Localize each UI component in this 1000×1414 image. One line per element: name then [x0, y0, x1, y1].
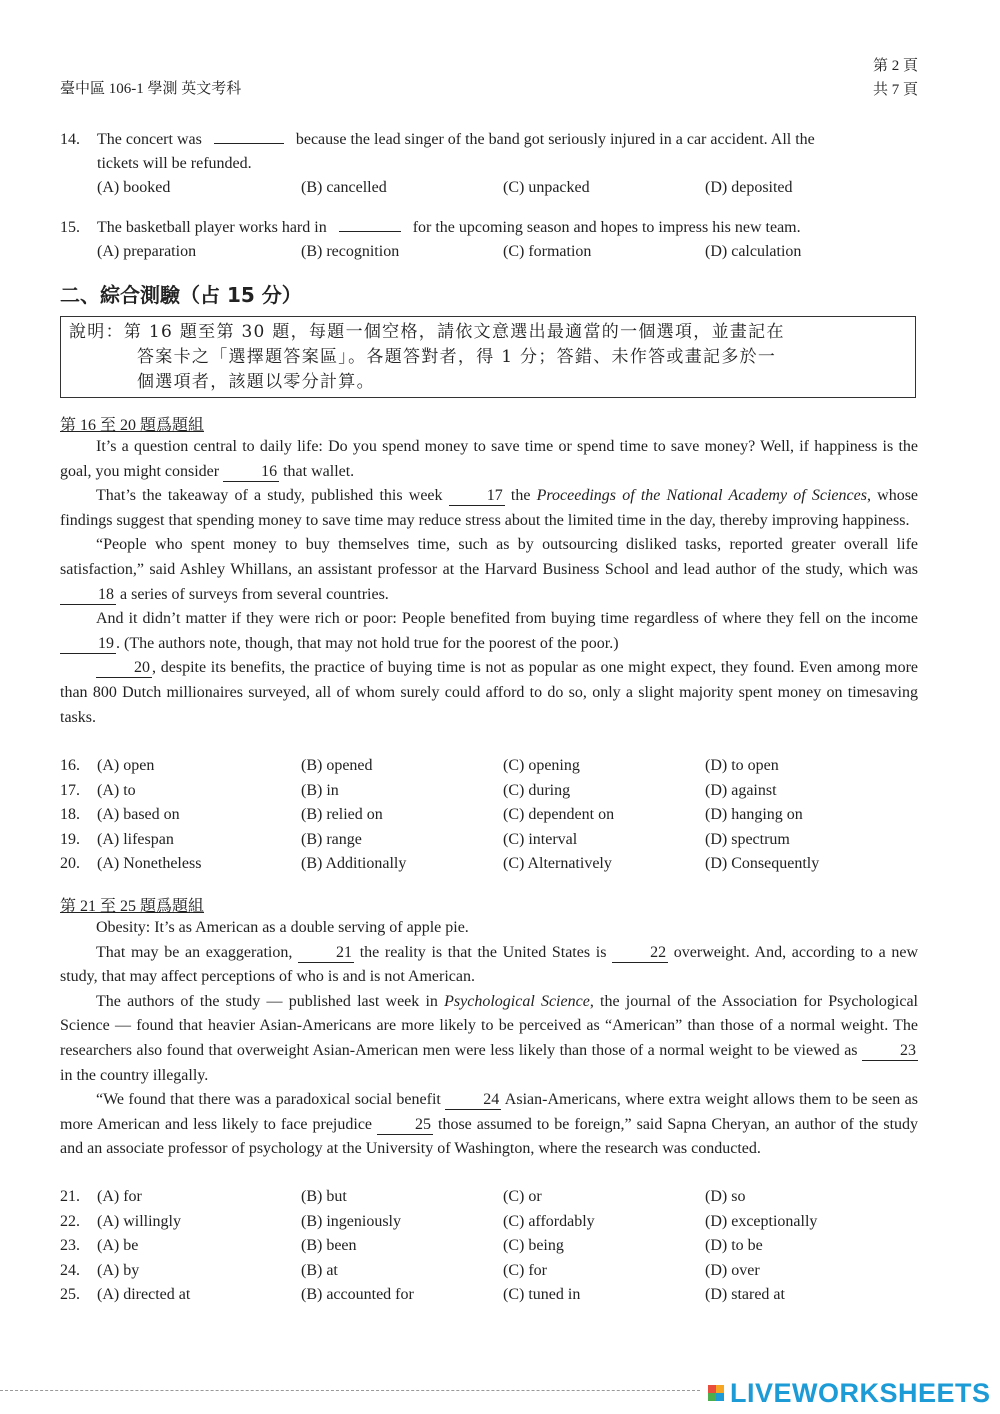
- option-b[interactable]: (B) Additionally: [301, 855, 407, 873]
- question-number: 14.: [60, 131, 80, 148]
- option-d[interactable]: (D) to be: [705, 1237, 763, 1255]
- option-d[interactable]: (D) deposited: [705, 179, 793, 196]
- option-d[interactable]: (D) to open: [705, 757, 779, 774]
- option-d[interactable]: (D) over: [705, 1261, 760, 1279]
- instructions-line-1: 說明：第 16 題至第 30 題，每題一個空格，請依文意選出最適當的一個選項，並畫記在: [69, 322, 785, 342]
- question-number: 15.: [60, 219, 80, 236]
- option-a[interactable]: (A) be: [97, 1237, 139, 1255]
- options-row-23: [60, 1234, 920, 1259]
- option-number: 20.: [60, 855, 80, 873]
- page-number: 第 2 頁: [872, 58, 918, 74]
- option-a[interactable]: (A) for: [97, 1188, 142, 1205]
- group-title-21-25: 第 21 至 25 題爲題組: [60, 898, 205, 915]
- option-number: 23.: [60, 1237, 80, 1255]
- answer-blank-14[interactable]: [214, 143, 284, 144]
- option-c[interactable]: (C) interval: [503, 830, 578, 848]
- paragraph: The authors of the study — published last week in Psychological Science, the journal of the Association for Psychological Science — found that heavier Asian-Americans are more likely to be perceived as “American” than those of a normal weight. The researchers also found that overweight Asian-American men were less likely than those of a normal weight to be viewed as 23 in the country illegally.: [60, 992, 919, 1084]
- answer-blank-25[interactable]: 25: [377, 1116, 433, 1135]
- paragraph: And it didn’t matter if they were rich or poor: People benefited from buying time regardless of where they fell on the income 19 . (The authors note, though, that may not hold true for the poorest of the poor.): [60, 607, 918, 656]
- paragraph: “We found that there was a paradoxical social benefit 24 Asian-Americans, where extra weight allows them to be seen as more American and less likely to face prejudice 25 those assumed to be foreign,” said Sapna Cheryan, an author of the study and an associate professor of psychology at the University of Washington, where the research was conducted.: [60, 1091, 919, 1158]
- option-d[interactable]: (D) hanging on: [705, 806, 803, 824]
- option-b[interactable]: (B) cancelled: [301, 179, 387, 196]
- option-d[interactable]: (D) exceptionally: [705, 1212, 818, 1230]
- option-b[interactable]: (B) at: [301, 1261, 338, 1279]
- logo-text: LIVEWORKSHEETS: [730, 1377, 991, 1408]
- answer-blank-20[interactable]: 20: [96, 659, 152, 678]
- option-a[interactable]: (A) based on: [97, 806, 180, 824]
- option-a[interactable]: (A) Nonetheless: [97, 855, 202, 873]
- option-a[interactable]: (A) preparation: [97, 243, 197, 260]
- instructions-box: [60, 316, 916, 398]
- logo-mark-icon: [708, 1385, 724, 1401]
- question-14-options: [60, 176, 920, 201]
- option-b[interactable]: (B) range: [301, 830, 362, 848]
- option-d[interactable]: (D) against: [705, 781, 777, 799]
- paragraph: It’s a question central to daily life: Do you spend money to save time or spend time to save money? Well, if happiness is the goal, you might consider 16 that wallet.: [60, 438, 918, 480]
- options-row-22: [60, 1210, 920, 1235]
- options-row-25: [60, 1283, 920, 1308]
- options-row-24: [60, 1259, 920, 1284]
- option-c[interactable]: (C) tuned in: [503, 1286, 581, 1304]
- option-number: 17.: [60, 781, 80, 799]
- option-d[interactable]: (D) stared at: [705, 1286, 785, 1304]
- answer-blank-18[interactable]: 18: [60, 586, 116, 605]
- option-a[interactable]: (A) lifespan: [97, 830, 174, 848]
- option-d[interactable]: (D) Consequently: [705, 855, 820, 873]
- option-a[interactable]: (A) directed at: [97, 1286, 191, 1304]
- option-c[interactable]: (C) dependent on: [503, 806, 615, 824]
- option-number: 21.: [60, 1188, 80, 1205]
- passage-21-25: [60, 916, 918, 1162]
- option-d[interactable]: (D) so: [705, 1188, 746, 1205]
- option-c[interactable]: (C) opening: [503, 757, 580, 774]
- option-c[interactable]: (C) being: [503, 1237, 564, 1255]
- question-text: because the lead singer of the band got seriously injured in a car accident. All the: [295, 131, 815, 148]
- option-b[interactable]: (B) recognition: [301, 243, 400, 260]
- option-b[interactable]: (B) in: [301, 781, 339, 799]
- option-c[interactable]: (C) Alternatively: [503, 855, 612, 873]
- option-number: 22.: [60, 1212, 80, 1230]
- option-c[interactable]: (C) during: [503, 781, 571, 799]
- option-number: 25.: [60, 1286, 80, 1304]
- paragraph: That may be an exaggeration, 21 the reality is that the United States is 22 overweight. And, according to a new study, that may affect perceptions of who is and is not American.: [60, 943, 919, 986]
- question-text: The basketball player works hard in: [97, 219, 327, 236]
- journal-name: Proceedings of the National Academy of Sciences: [536, 487, 867, 505]
- option-a[interactable]: (A) to: [97, 781, 136, 799]
- paragraph: 20 , despite its benefits, the practice of buying time is not as popular as one might expect, they found. Even among more than 800 Dutch millionaires surveyed, all of whom surely could afford to do so, only a slight majority spent money on timesaving tasks.: [60, 659, 918, 726]
- group-title-16-20: 第 16 至 20 題爲題組: [60, 417, 205, 434]
- instructions-line-3: 個選項者，該題以零分計算。: [137, 372, 375, 392]
- option-d[interactable]: (D) calculation: [705, 243, 802, 260]
- question-15-options: [60, 240, 920, 265]
- options-row-21: [60, 1185, 920, 1210]
- option-a[interactable]: (A) willingly: [97, 1212, 181, 1230]
- option-c[interactable]: (C) or: [503, 1188, 542, 1205]
- answer-blank-17[interactable]: 17: [449, 487, 505, 506]
- journal-name: Psychological Science: [444, 992, 590, 1010]
- answer-blank-15[interactable]: [339, 231, 401, 232]
- question-14-continued: tickets will be refunded.: [97, 155, 252, 172]
- answer-blank-23[interactable]: 23: [862, 1042, 918, 1061]
- instructions-line-2: 答案卡之「選擇題答案區」。各題答對者，得 1 分；答錯、未作答或畫記多於一: [137, 347, 777, 367]
- answer-blank-24[interactable]: 24: [445, 1091, 501, 1110]
- exam-header-title: 臺中區 106-1 學測 英文考科: [60, 81, 242, 97]
- section-title: 二、綜合測驗（占 15 分）: [60, 283, 302, 307]
- answer-blank-22[interactable]: 22: [612, 944, 668, 963]
- option-number: 24.: [60, 1261, 80, 1279]
- option-d[interactable]: (D) spectrum: [705, 830, 790, 848]
- option-c[interactable]: (C) for: [503, 1261, 547, 1279]
- options-row-18: [60, 803, 920, 828]
- question-text: for the upcoming season and hopes to impress his new team.: [412, 219, 801, 236]
- option-number: 19.: [60, 830, 80, 848]
- option-b[interactable]: (B) relied on: [301, 806, 383, 824]
- option-b[interactable]: (B) but: [301, 1188, 347, 1205]
- option-a[interactable]: (A) by: [97, 1261, 140, 1279]
- option-a[interactable]: (A) open: [97, 757, 155, 774]
- option-b[interactable]: (B) opened: [301, 757, 373, 774]
- option-c[interactable]: (C) formation: [503, 243, 592, 260]
- option-number: 16.: [60, 757, 80, 774]
- options-row-16: [60, 754, 920, 779]
- paragraph: That’s the takeaway of a study, published this week 17 the Proceedings of the National Academy of Sciences, whose findings suggest that spending money to save time may reduce stress about the limited time in the day, thereby improving happiness.: [60, 487, 919, 529]
- options-row-19: [60, 828, 920, 853]
- question-text: The concert was: [97, 131, 202, 148]
- question-14: [60, 128, 920, 153]
- answer-blank-21[interactable]: 21: [298, 944, 354, 963]
- option-b[interactable]: (B) accounted for: [301, 1286, 414, 1304]
- option-c[interactable]: (C) affordably: [503, 1212, 595, 1230]
- page-total: 共 7 頁: [872, 82, 918, 98]
- answer-blank-19[interactable]: 19: [60, 635, 116, 654]
- option-b[interactable]: (B) ingeniously: [301, 1212, 401, 1230]
- option-number: 18.: [60, 806, 80, 824]
- liveworksheets-logo[interactable]: [708, 1378, 991, 1408]
- answer-blank-16[interactable]: 16: [223, 463, 279, 482]
- options-row-17: [60, 779, 920, 804]
- question-15: [60, 216, 920, 241]
- paragraph: “People who spent money to buy themselves time, such as by outsourcing disliked tasks, reported greater overall life satisfaction,” said Ashley Whillans, an assistant professor at the Harvard Business School and lead author of the study, which was 18 a series of surveys from several countries.: [60, 536, 918, 603]
- passage-16-20: [60, 435, 918, 730]
- footer-divider: [0, 1390, 700, 1391]
- option-a[interactable]: (A) booked: [97, 179, 171, 196]
- options-row-20: [60, 852, 920, 877]
- option-b[interactable]: (B) been: [301, 1237, 357, 1255]
- paragraph: Obesity: It’s as American as a double serving of apple pie.: [96, 919, 469, 936]
- option-c[interactable]: (C) unpacked: [503, 179, 590, 196]
